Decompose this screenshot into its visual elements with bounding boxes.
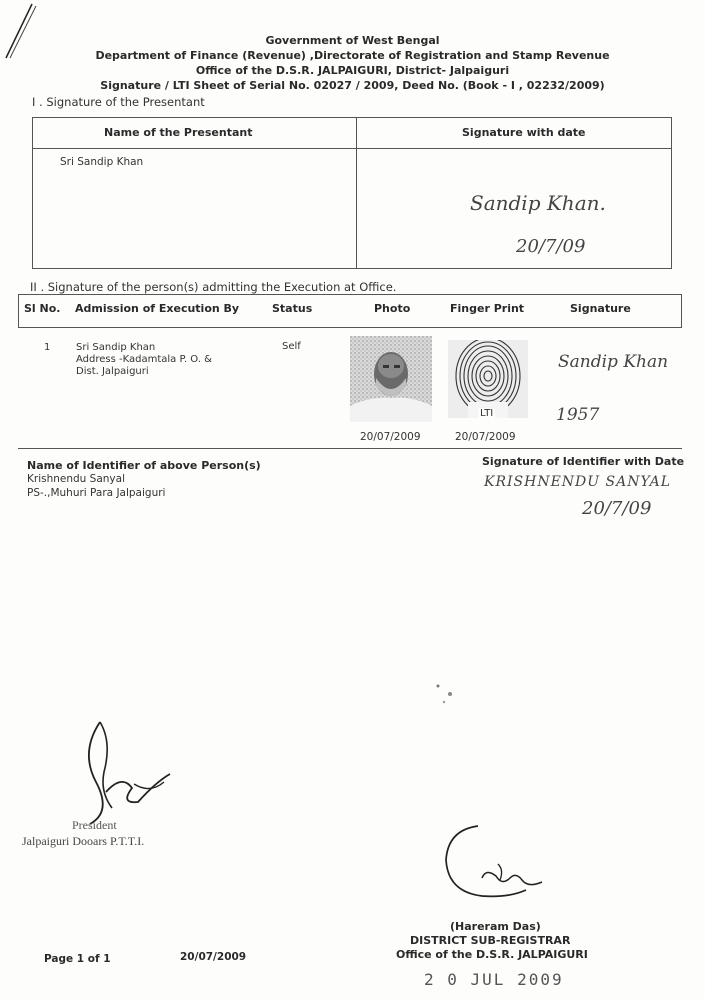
execution-row-address1: Address -Kadamtala P. O. &	[76, 354, 212, 365]
registrar-name: (Hareram Das)	[450, 920, 541, 933]
presentant-col-signature: Signature with date	[462, 126, 586, 139]
presentant-col-name: Name of the Presentant	[104, 126, 253, 139]
scan-speck	[430, 680, 460, 710]
registrar-title: DISTRICT SUB-REGISTRAR	[410, 934, 571, 947]
presentant-photo	[350, 336, 432, 422]
execution-col-status: Status	[272, 302, 313, 315]
presentant-table-header-line	[32, 148, 672, 149]
execution-col-fingerprint: Finger Print	[450, 302, 525, 315]
president-signature	[60, 712, 190, 832]
execution-row-status: Self	[282, 341, 301, 352]
execution-row-slno: 1	[44, 342, 51, 353]
execution-row-address2: Dist. Jalpaiguri	[76, 366, 149, 377]
header-government: Government of West Bengal	[265, 34, 440, 47]
execution-col-admission: Admission of Execution By	[75, 302, 240, 315]
execution-col-slno: Sl No.	[24, 302, 61, 315]
stamp-organization: Jalpaiguri Dooars P.T.T.I.	[22, 834, 145, 848]
presentant-handwritten-date: 20/7/09	[516, 236, 586, 257]
identifier-signature-title: Signature of Identifier with Date	[482, 455, 685, 468]
presentant-name: Sri Sandip Khan	[60, 156, 144, 168]
execution-col-photo: Photo	[374, 302, 411, 315]
footer-date: 20/07/2009	[180, 951, 247, 963]
section2-title: II . Signature of the person(s) admitting the Execution at Office.	[30, 280, 397, 294]
execution-handwritten-note: 1957	[556, 405, 600, 425]
fingerprint-lti-label: LTI	[480, 408, 494, 419]
identifier-handwritten-name: KRISHNENDU SANYAL	[484, 474, 672, 490]
registrar-date-stamp: 2 0 JUL 2009	[424, 970, 564, 989]
header-office: Office of the D.S.R. JALPAIGURI, District- Jalpaiguri	[195, 64, 510, 77]
presentant-handwritten-signature: Sandip Khan.	[470, 191, 606, 215]
header-sheet-title: Signature / LTI Sheet of Serial No. 02027 / 2009, Deed No. (Book - I , 02232/2009)	[100, 79, 605, 92]
photo-date: 20/07/2009	[360, 431, 421, 443]
identifier-address: PS-.,Muhuri Para Jalpaiguri	[27, 487, 166, 499]
identifier-name: Krishnendu Sanyal	[27, 473, 125, 485]
identifier-title: Name of Identifier of above Person(s)	[27, 459, 261, 472]
stamp-president: President	[72, 818, 117, 832]
registrar-office: Office of the D.S.R. JALPAIGURI	[396, 948, 588, 961]
registrar-signature	[438, 820, 558, 910]
section1-title: I . Signature of the Presentant	[32, 95, 205, 109]
fingerprint-date: 20/07/2009	[455, 431, 516, 443]
header-department: Department of Finance (Revenue) ,Directorate of Registration and Stamp Revenue	[95, 49, 610, 62]
execution-row-name: Sri Sandip Khan	[76, 342, 156, 353]
footer-page-number: Page 1 of 1	[44, 953, 111, 965]
execution-handwritten-signature: Sandip Khan	[558, 352, 669, 372]
presentant-table-divider	[356, 117, 357, 269]
fingerprint-image	[448, 340, 528, 418]
execution-col-signature: Signature	[570, 302, 631, 315]
execution-section-bottom-line	[18, 448, 682, 449]
identifier-handwritten-date: 20/7/09	[582, 498, 652, 519]
